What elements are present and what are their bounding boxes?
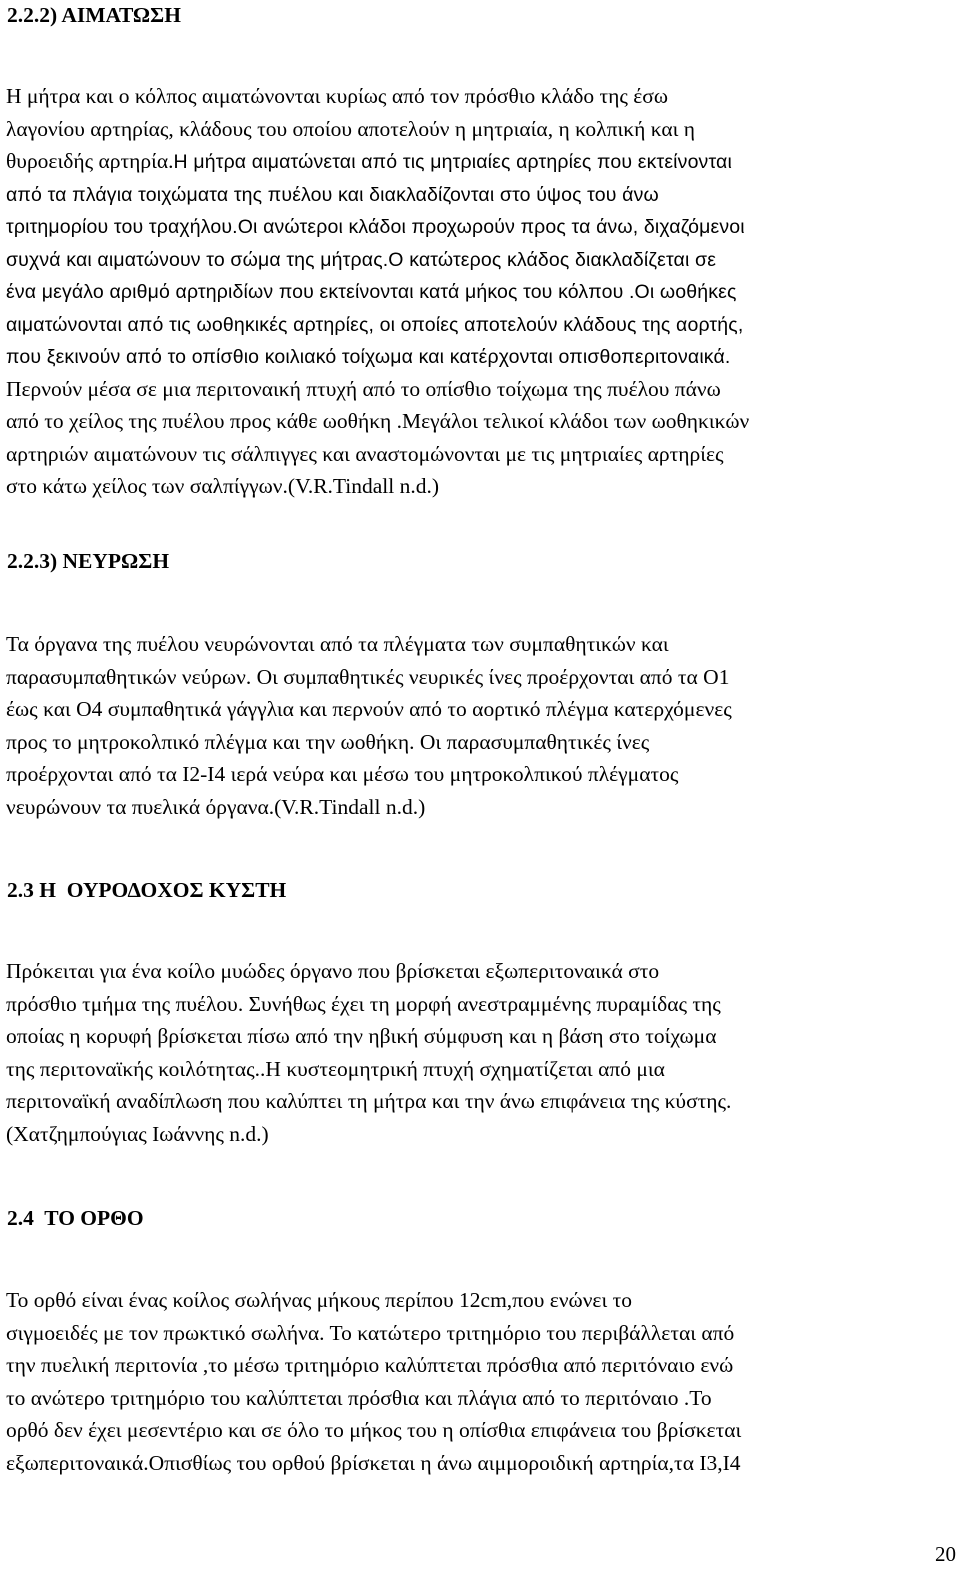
section-heading-rectum: 2.4 ΤΟ ΟΡΘΟ [7,1206,144,1230]
text-line [6,1284,956,1317]
text-run: την πυελική περιτονία ,το μέσω τριτημόριο καλύπτεται πρόσθια από περιτόναιο ενώ [6,1353,734,1377]
text-line [6,405,956,438]
text-run: νευρώνουν τα πυελικά όργανα.(V.R.Tindall n.d.) [6,794,426,819]
text-line [6,1382,956,1415]
text-run: Η μήτρα και ο κόλπος αιματώνονται κυρίως από τον πρόσθιο κλάδο της έσω [6,84,669,108]
text-line [6,1118,956,1151]
text-line [6,1414,956,1447]
text-line [6,470,956,503]
text-run: προς το μητροκολπικό πλέγμα και την ωοθήκη. Οι παρασυμπαθητικές ίνες [6,729,650,754]
text-line [6,628,956,661]
text-line [6,178,956,211]
text-line [6,988,956,1021]
text-line [6,243,956,276]
text-run: που ξεκινούν από το οπίσθιο κοιλιακό τοίχωμα και κατέρχονται οπισθοπεριτοναικά. [6,346,731,368]
text-run: παρασυμπαθητικών νεύρων. Οι συμπαθητικές νευρικές ίνες προέρχονται από τα Ο1 [6,664,730,689]
text-line [6,275,956,308]
section-heading-blood-supply: 2.2.2) ΑΙΜΑΤΩΣΗ [7,3,181,27]
text-line [6,1053,956,1086]
text-line [6,373,956,406]
text-line [6,210,956,243]
text-run: τριτημορίου του τραχήλου.Οι ανώτεροι κλάδοι προχωρούν προς τα άνω, διχαζόμενοι [6,216,745,238]
text-line [6,726,956,759]
text-run: Η μήτρα αιματώνεται από τις μητριαίες αρτηρίες που εκτείνονται [173,151,732,173]
text-run: Το ορθό είναι ένας κοίλος σωλήνας μήκους περίπου 12cm,που ενώνει το [6,1288,632,1312]
text-line [6,1349,956,1382]
text-line [6,80,956,113]
text-line [6,791,956,824]
text-run: Πρόκειται για ένα κοίλο μυώδες όργανο που βρίσκεται εξωπεριτοναικά στο [6,959,660,983]
text-run: λαγονίου αρτηρίας, κλάδους του οποίου αποτελούν η μητριαία, η κολπική και η [6,116,696,141]
text-line [6,438,956,471]
text-line [6,758,956,791]
text-line [6,113,956,146]
text-line [6,955,956,988]
section-heading-innervation: 2.2.3) ΝΕΥΡΩΣΗ [7,549,170,573]
text-run: ένα μεγάλο αριθμό αρτηριδίων που εκτείνονται κατά μήκος του κόλπου .Οι ωοθήκες [6,281,737,303]
text-line [6,693,956,726]
text-line [6,661,956,694]
text-run: συχνά και αιματώνουν το σώμα της μήτρας.Ο κατώτερος κλάδος διακλαδίζεται σε [6,248,717,271]
text-run: έως και Ο4 συμπαθητικά γάγγλια και περνούν από το αορτικό πλέγμα κατερχόμενες [6,697,732,721]
section-heading-urinary-bladder: 2.3 Η ΟΥΡΟΔΟΧΟΣ ΚΥΣΤΗ [7,878,287,902]
text-line [6,308,956,341]
section-paragraph-blood-supply [6,80,956,503]
text-run: αρτηριών αιματώνουν τις σάλπιγγες και αναστομώνονται με τις μητριαίες αρτηρίες [6,441,724,466]
text-run: περιτοναϊκή αναδίπλωση που καλύπτει τη μήτρα και την άνω επιφάνεια της κύστης. [6,1089,732,1113]
section-paragraph-rectum [6,1284,956,1479]
text-run: στο κάτω χείλος των σαλπίγγων.(V.R.Tindall n.d.) [6,474,440,498]
text-run: από τα πλάγια τοιχώματα της πυέλου και διακλαδίζονται στο ύψος του άνω [6,183,659,206]
text-line [6,1020,956,1053]
text-run: Περνούν μέσα σε μια περιτοναική πτυχή από το οπίσθιο τοίχωμα της πυέλου πάνω [6,376,721,401]
text-run: (Χατζημπούγιας Ιωάννης n.d.) [6,1121,269,1146]
page-number: 20 [935,1542,956,1566]
section-paragraph-urinary-bladder [6,955,956,1150]
text-run: εξωπεριτοναικά.Οπισθίως του ορθού βρίσκεται η άνω αιμμοροιδική αρτηρία,τα Ι3,Ι4 [6,1450,741,1475]
text-run: προέρχονται από τα Ι2-Ι4 ιερά νεύρα και μέσω του μητροκολπικού πλέγματος [6,762,679,786]
section-paragraph-innervation [6,628,956,823]
text-line [6,1447,956,1480]
text-run: της περιτοναϊκής κοιλότητας..Η κυστεομητρική πτυχή σχηματίζεται από μια [6,1056,665,1081]
text-run: θυροειδής αρτηρία. [6,149,174,173]
text-run: το ανώτερο τριτημόριο του καλύπτεται πρόσθια και πλάγια από το περιτόναιο .Το [6,1385,712,1410]
text-run: Τα όργανα της πυέλου νευρώνονται από τα πλέγματα των συμπαθητικών και [6,632,669,656]
text-run: σιγμοειδές με τον πρωκτικό σωλήνα. Το κατώτερο τριτημόριο του περιβάλλεται από [6,1320,735,1345]
text-line [6,340,956,373]
text-run: από το χείλος της πυέλου προς κάθε ωοθήκη .Μεγάλοι τελικοί κλάδοι των ωοθηκικών [6,409,750,433]
text-run: πρόσθιο τμήμα της πυέλου. Συνήθως έχει τη μορφή ανεστραμμένης πυραμίδας της [6,991,721,1016]
text-run: ορθό δεν έχει μεσεντέριο και σε όλο το μήκος του η οπίσθια επιφάνεια του βρίσκεται [6,1418,742,1442]
text-run: αιματώνονται από τις ωοθηκικές αρτηρίες, οι οποίες αποτελούν κλάδους της αορτής, [6,313,744,336]
text-line [6,1085,956,1118]
text-run: οποίας η κορυφή βρίσκεται πίσω από την ηβική σύμφυση και η βάση στο τοίχωμα [6,1024,717,1048]
text-line [6,1317,956,1350]
text-line [6,145,956,178]
